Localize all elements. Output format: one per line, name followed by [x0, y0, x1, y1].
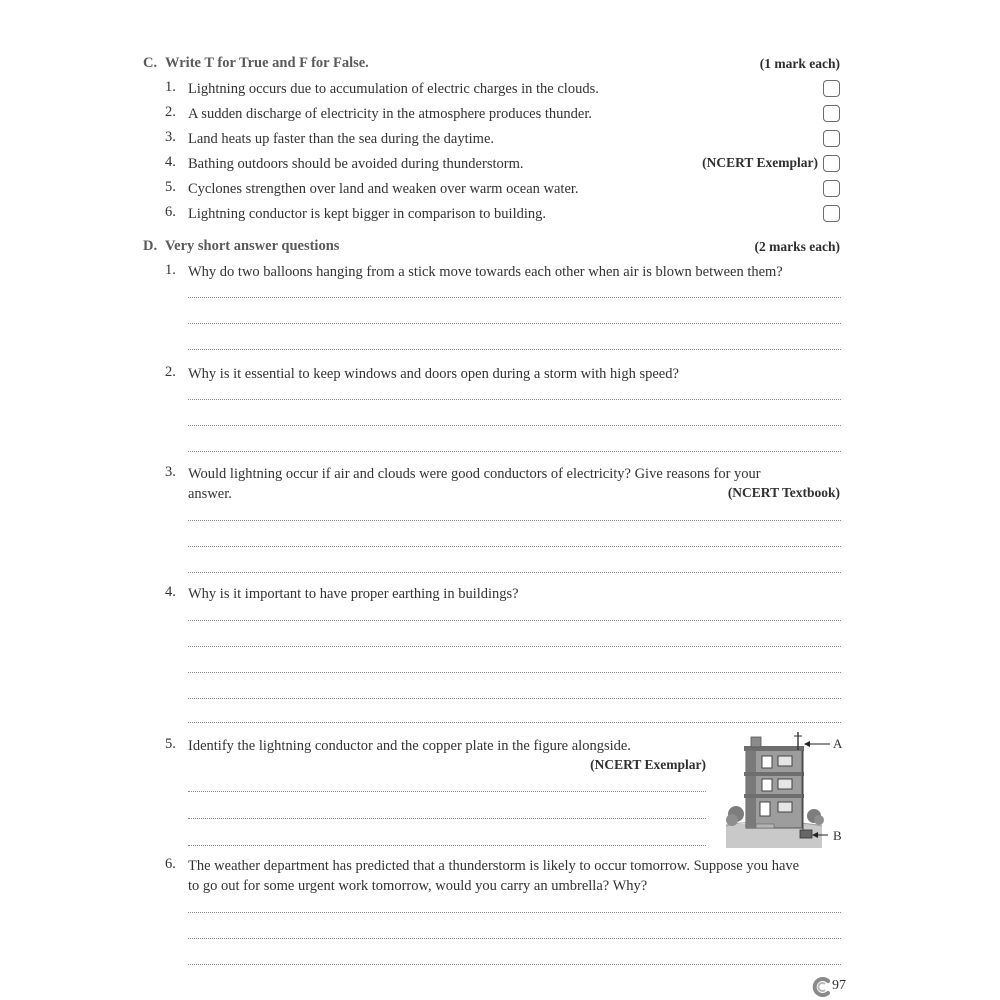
true-false-item-4-number: 4.: [165, 154, 176, 170]
answer-checkbox[interactable]: [823, 105, 840, 122]
true-false-item-3-number: 3.: [165, 129, 176, 145]
question-6-text-line-2: to go out for some urgent work tomorrow, would you carry an umbrella? Why?: [188, 878, 648, 894]
question-3-text-line-2: answer.: [188, 486, 232, 502]
section-c-title: Write T for True and F for False.: [165, 55, 369, 71]
answer-line[interactable]: [188, 520, 841, 521]
answer-line[interactable]: [188, 845, 706, 846]
answer-line[interactable]: [188, 818, 706, 819]
label-b: B: [833, 828, 842, 843]
window-icon: [762, 756, 772, 768]
answer-line[interactable]: [188, 646, 841, 647]
answer-line[interactable]: [188, 698, 841, 699]
true-false-item-1-text: Lightning occurs due to accumulation of electric charges in the clouds.: [188, 81, 599, 97]
answer-checkbox[interactable]: [823, 155, 840, 172]
answer-line[interactable]: [188, 672, 841, 673]
section-c-letter: C.: [143, 55, 158, 71]
question-1-number: 1.: [165, 262, 176, 278]
answer-line[interactable]: [188, 938, 841, 939]
true-false-item-2-number: 2.: [165, 104, 176, 120]
question-1-text: Why do two balloons hanging from a stick move towards each other when air is blown between them?: [188, 264, 783, 280]
answer-checkbox[interactable]: [823, 205, 840, 222]
answer-line[interactable]: [188, 349, 841, 350]
question-4-number: 4.: [165, 584, 176, 600]
answer-line[interactable]: [188, 722, 841, 723]
question-5-source-tag: (NCERT Exemplar): [590, 757, 706, 772]
answer-line[interactable]: [188, 572, 841, 573]
section-d-marks: (2 marks each): [754, 239, 840, 254]
answer-line[interactable]: [188, 964, 841, 965]
door-icon: [760, 802, 770, 816]
answer-checkbox[interactable]: [823, 80, 840, 97]
window-icon: [778, 779, 792, 789]
question-4-text: Why is it important to have proper earthing in buildings?: [188, 586, 519, 602]
true-false-item-5-text: Cyclones strengthen over land and weaken over warm ocean water.: [188, 181, 579, 197]
question-6-text-line-1: The weather department has predicted that a thunderstorm is likely to occur tomorrow. Suppose you have: [188, 858, 800, 874]
question-3-number: 3.: [165, 464, 176, 480]
answer-line[interactable]: [188, 425, 841, 426]
true-false-item-2-text: A sudden discharge of electricity in the atmosphere produces thunder.: [188, 106, 593, 122]
true-false-item-3-text: Land heats up faster than the sea during the daytime.: [188, 131, 495, 147]
true-false-item-6-number: 6.: [165, 204, 176, 220]
true-false-item-1-number: 1.: [165, 79, 176, 95]
window-icon: [778, 756, 792, 766]
true-false-item-6-text: Lightning conductor is kept bigger in comparison to building.: [188, 206, 547, 222]
answer-line[interactable]: [188, 323, 841, 324]
true-false-item-5-number: 5.: [165, 179, 176, 195]
question-2-number: 2.: [165, 364, 176, 380]
answer-checkbox[interactable]: [823, 130, 840, 147]
true-false-item-4-source-tag: (NCERT Exemplar): [702, 155, 818, 170]
question-3-text-line-1: Would lightning occur if air and clouds were good conductors of electricity? Give reasons for your: [188, 466, 761, 482]
copper-plate-icon: [800, 830, 812, 838]
answer-line[interactable]: [188, 546, 841, 547]
publisher-logo-icon: [810, 976, 832, 998]
window-icon: [778, 802, 792, 812]
question-5-number: 5.: [165, 736, 176, 752]
section-d-title: Very short answer questions: [165, 238, 340, 254]
question-2-text: Why is it essential to keep windows and doors open during a storm with high speed?: [188, 366, 679, 382]
answer-line[interactable]: [188, 620, 841, 621]
section-c-marks: (1 mark each): [759, 56, 840, 71]
label-a: A: [833, 736, 843, 751]
answer-line[interactable]: [188, 399, 841, 400]
answer-line[interactable]: [188, 297, 841, 298]
question-3-source-tag: (NCERT Textbook): [727, 485, 840, 500]
window-icon: [762, 779, 772, 791]
building-lightning-figure: [724, 732, 850, 850]
answer-line[interactable]: [188, 912, 841, 913]
section-d-letter: D.: [143, 238, 158, 254]
page-number: 97: [832, 978, 846, 993]
question-6-number: 6.: [165, 856, 176, 872]
true-false-item-4-text: Bathing outdoors should be avoided during thunderstorm.: [188, 156, 524, 172]
answer-checkbox[interactable]: [823, 180, 840, 197]
question-5-text: Identify the lightning conductor and the copper plate in the figure alongside.: [188, 738, 631, 754]
answer-line[interactable]: [188, 791, 706, 792]
answer-line[interactable]: [188, 451, 841, 452]
